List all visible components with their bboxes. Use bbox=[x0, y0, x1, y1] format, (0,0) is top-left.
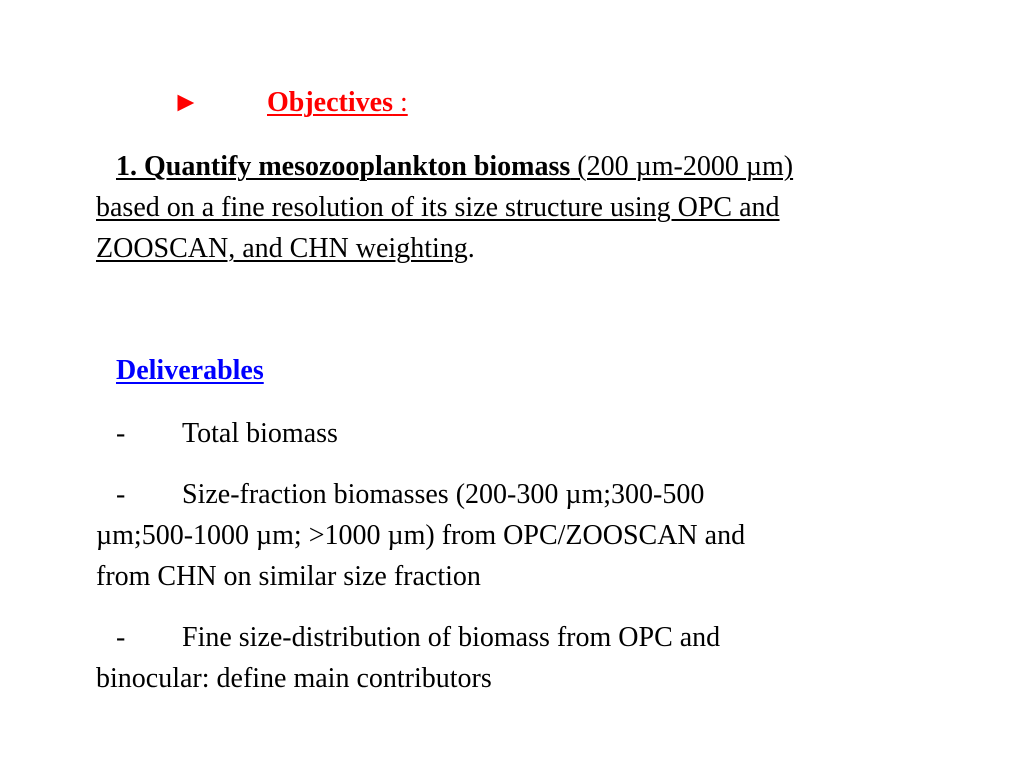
objectives-title: Objectives bbox=[267, 87, 393, 118]
deliverable-item-2-line-2: µm;500-1000 µm; >1000 µm) from OPC/ZOOSCAN and bbox=[96, 520, 746, 551]
arrow-bullet-icon: ► bbox=[172, 87, 200, 118]
objectives-colon: : bbox=[392, 87, 408, 118]
objective-1-line-2: based on a fine resolution of its size structure using OPC and bbox=[96, 192, 780, 223]
deliverable-item-1: - Total biomass bbox=[96, 413, 338, 454]
objective-1-title: 1. Quantify mesozooplankton biomass bbox=[116, 151, 571, 182]
objectives-heading bbox=[172, 85, 408, 121]
deliverable-item-3: - Fine size-distribution of biomass from OPC and bbox=[96, 617, 720, 658]
objective-1-line-1 bbox=[116, 146, 793, 187]
deliverable-item-3-line-2: binocular: define main contributors bbox=[96, 663, 492, 694]
deliverable-item-2-line-3: from CHN on similar size fraction bbox=[96, 561, 481, 592]
dash-bullet: - bbox=[116, 622, 126, 653]
deliverables-heading: Deliverables bbox=[116, 355, 264, 386]
dash-bullet: - bbox=[116, 479, 126, 510]
objective-1-line-3: ZOOSCAN, and CHN weighting. bbox=[96, 233, 475, 264]
dash-bullet: - bbox=[116, 418, 126, 449]
deliverable-item-2: - Size-fraction biomasses (200-300 µm;300-500 bbox=[96, 474, 704, 515]
objective-1-range: (200 µm-2000 µm) bbox=[570, 151, 794, 182]
